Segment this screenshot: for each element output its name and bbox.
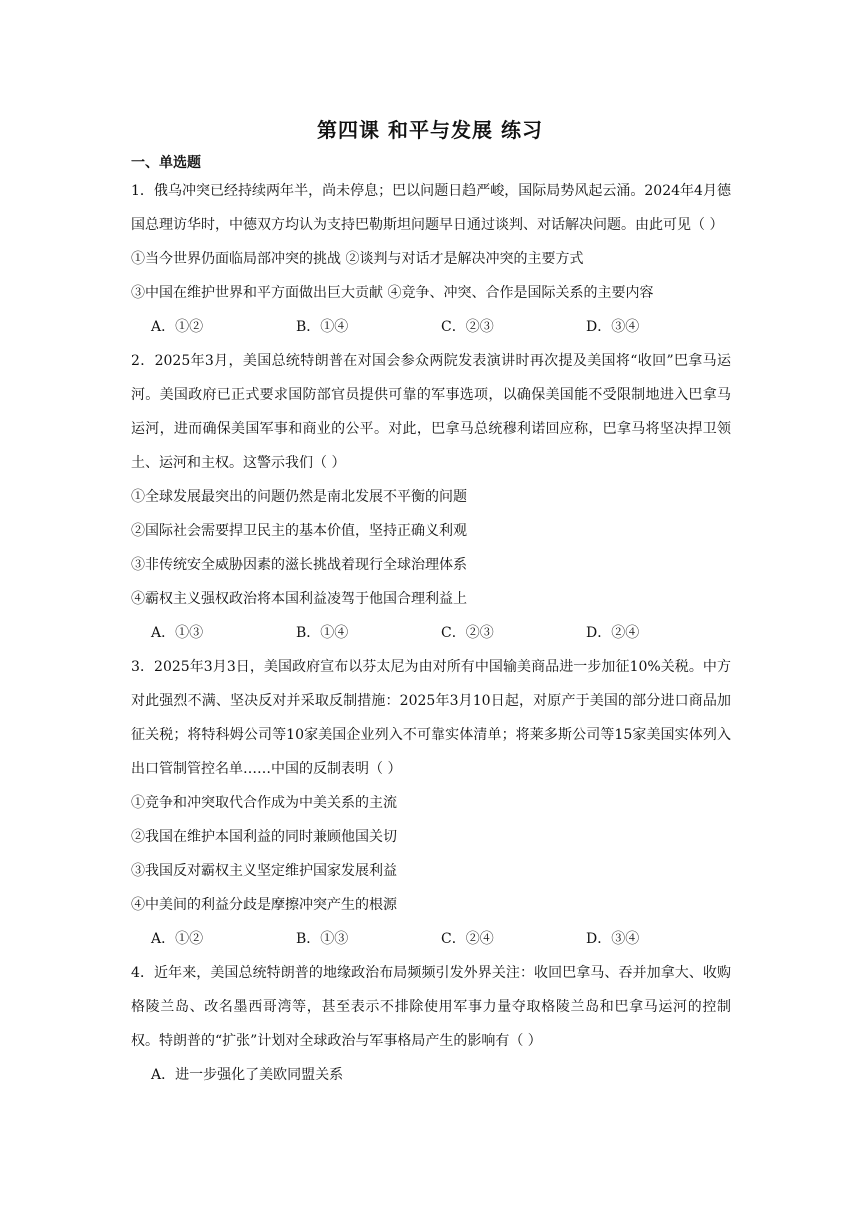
question-stem: 3．2025年3月3日，美国政府宣布以芬太尼为由对所有中国输美商品进一步加征10%关税。中方对此强烈不满、坚决反对并采取反制措施：2025年3月10日起，对原产于美国的部分进口商品加征关税；将特科姆公司等10家美国企业列入不可靠实体清单；将莱多斯公司等15家美国实体列入出口管制管控名单……中国的反制表明（ ） xyxy=(131,659,731,777)
statement-line: ①全球发展最突出的问题仍然是南北发展不平衡的问题 xyxy=(131,489,467,505)
choice-a[interactable]: A．进一步强化了美欧同盟关系 xyxy=(151,1067,344,1083)
statement-line: ②国际社会需要捍卫民主的基本价值，坚持正确义利观 xyxy=(131,523,467,539)
choice-d[interactable]: D．③④ xyxy=(586,319,640,335)
statement-line: ③中国在维护世界和平方面做出巨大贡献 ④竞争、冲突、合作是国际关系的主要内容 xyxy=(131,285,654,301)
choice-c[interactable]: C．②③ xyxy=(441,319,494,335)
statement-line: ①竞争和冲突取代合作成为中美关系的主流 xyxy=(131,795,397,811)
question-4 xyxy=(131,956,731,1092)
question-list xyxy=(131,174,731,1092)
question-2 xyxy=(131,344,731,650)
statement-line: ④中美间的利益分歧是摩擦冲突产生的根源 xyxy=(131,897,397,913)
choice-c[interactable]: C．②④ xyxy=(441,931,494,947)
statement-line: ③我国反对霸权主义坚定维护国家发展利益 xyxy=(131,863,397,879)
statement-line: ②我国在维护本国利益的同时兼顾他国关切 xyxy=(131,829,397,845)
question-3 xyxy=(131,650,731,956)
question-stem: 1．俄乌冲突已经持续两年半，尚未停息；巴以问题日趋严峻，国际局势风起云涌。2024年4月德国总理访华时，中德双方均认为支持巴勒斯坦问题早日通过谈判、对话解决问题。由此可见（ ） xyxy=(131,183,731,233)
statement-line: ①当今世界仍面临局部冲突的挑战 ②谈判与对话才是解决冲突的主要方式 xyxy=(131,251,584,267)
statement-line: ③非传统安全威胁因素的滋长挑战着现行全球治理体系 xyxy=(131,557,467,573)
choice-a[interactable]: A．①② xyxy=(151,319,204,335)
document-title: 第四课 和平与发展 练习 xyxy=(317,118,543,142)
question-stem: 2．2025年3月，美国总统特朗普在对国会参众两院发表演讲时再次提及美国将“收回”巴拿马运河。美国政府已正式要求国防部官员提供可靠的军事选项，以确保美国能不受限制地进入巴拿马运河，进而确保美国军事和商业的公平。对此，巴拿马总统穆利诺回应称，巴拿马将坚决捍卫领土、运河和主权。这警示我们（ ） xyxy=(131,353,731,471)
answer-choices xyxy=(131,310,731,344)
choice-b[interactable]: B．①③ xyxy=(296,931,349,947)
statement-line: ④霸权主义强权政治将本国利益凌驾于他国合理利益上 xyxy=(131,591,467,607)
choice-d[interactable]: D．②④ xyxy=(586,625,640,641)
question-stem: 4．近年来，美国总统特朗普的地缘政治布局频频引发外界关注：收回巴拿马、吞并加拿大、收购格陵兰岛、改名墨西哥湾等，甚至表示不排除使用军事力量夺取格陵兰岛和巴拿马运河的控制权。特朗普的“扩张”计划对全球政治与军事格局产生的影响有（ ） xyxy=(131,965,731,1049)
section-heading: 一、单选题 xyxy=(131,155,201,171)
answer-choices xyxy=(131,616,731,650)
choice-b[interactable]: B．①④ xyxy=(296,625,349,641)
answer-choices xyxy=(131,1058,731,1092)
choice-b[interactable]: B．①④ xyxy=(296,319,349,335)
choice-c[interactable]: C．②③ xyxy=(441,625,494,641)
question-1 xyxy=(131,174,731,344)
choice-a[interactable]: A．①③ xyxy=(151,625,204,641)
answer-choices xyxy=(131,922,731,956)
choice-d[interactable]: D．③④ xyxy=(586,931,640,947)
choice-a[interactable]: A．①② xyxy=(151,931,204,947)
